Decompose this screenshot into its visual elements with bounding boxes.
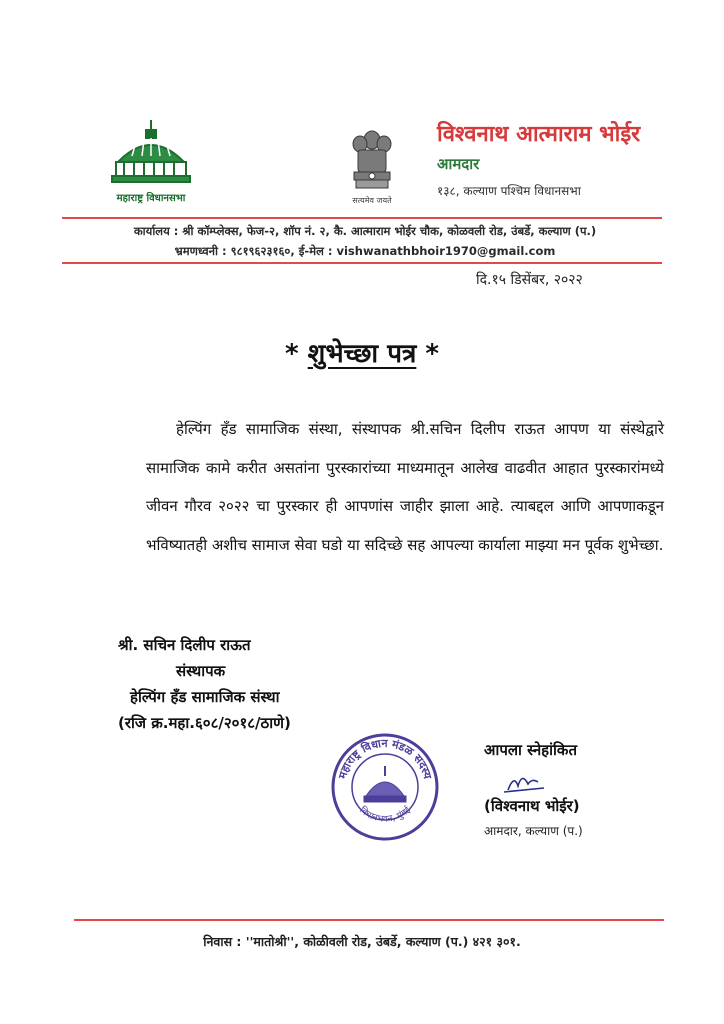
residence-address: निवास : ''मातोश्री'', कोळीवली रोड, उंबर्डे, कल्याण (प.) ४२१ ३०१. bbox=[203, 934, 521, 949]
recipient-registration: (रजि क्र.महा.६०८/२०१८/ठाणे) bbox=[118, 714, 291, 732]
subject-text: शुभेच्छा पत्र bbox=[307, 339, 417, 369]
closing-salutation: आपला स्नेहांकित bbox=[484, 741, 577, 759]
recipient-name: श्री. सचिन दिलीप राऊत bbox=[118, 636, 251, 654]
recipient-role: संस्थापक bbox=[176, 662, 226, 680]
subject-star-left: * bbox=[284, 339, 299, 369]
body-paragraph: हेल्पिंग हँड सामाजिक संस्था, संस्थापक श्री.सचिन दिलीप राऊत आपण या संस्थेद्वारे सामाजिक कामे करीत असतांना पुरस्कारांच्या माध्यमातून आलेख वाढवीत आहात पुरस्कारांमध्ये जीवन गौरव २०२२ चा पुरस्कार ही आपणांस जाहीर झाला आहे. त्याबद्दल आणि आपणाकडून भविष्यातही अशीच सामाज सेवा घडो या सदिच्छे सह आपल्या कार्याला माझ्या मन पूर्वक शुभेच्छा. bbox=[146, 420, 664, 554]
office-address: कार्यालय : श्री कॉम्प्लेक्स, फेज-२, शॉप नं. २, कै. आत्माराम भोईर चौक, कोळवली रोड, उंबर्डे, कल्याण (प.) bbox=[133, 224, 597, 238]
recipient-block bbox=[118, 632, 291, 736]
emblem-motto: सत्यमेव जयते bbox=[352, 196, 392, 205]
recipient-organization: हेल्पिंग हँड सामाजिक संस्था bbox=[130, 688, 280, 706]
vidhan-sabha-logo bbox=[96, 116, 206, 212]
footer-rule bbox=[74, 919, 664, 921]
constituency: १३८, कल्याण पश्चिम विधानसभा bbox=[437, 184, 581, 198]
stamp-ring-text: महाराष्ट्र विधान मंडळ सदस्य bbox=[335, 736, 435, 781]
handwritten-signature bbox=[484, 764, 684, 796]
mla-name: विश्वनाथ आत्माराम भोईर bbox=[437, 122, 641, 147]
header-rule-bottom bbox=[62, 262, 662, 264]
vidhan-sabha-caption: महाराष्ट्र विधानसभा bbox=[116, 193, 186, 204]
letter-body bbox=[146, 410, 664, 564]
stamp-seal-icon bbox=[328, 730, 442, 844]
signature-scribble-icon bbox=[484, 764, 564, 796]
header-rule-top bbox=[62, 217, 662, 219]
signatory-name: (विश्वनाथ भोईर) bbox=[484, 797, 580, 815]
official-stamp bbox=[328, 730, 442, 844]
letter-date: दि.१५ डिसेंबर, २०२२ bbox=[476, 272, 583, 288]
svg-text:विधानभवन, मुंबई bbox=[357, 803, 413, 824]
mla-title: आमदार bbox=[437, 155, 480, 173]
signature-block bbox=[484, 740, 684, 839]
letter-subject bbox=[0, 334, 724, 370]
vidhan-sabha-building-icon bbox=[108, 116, 194, 188]
stamp-bottom-text: विधानभवन, मुंबई bbox=[357, 805, 413, 825]
subject-star-right: * bbox=[425, 339, 439, 369]
national-emblem bbox=[336, 128, 408, 210]
contact-details: भ्रमणध्वनी : ९८१९६२३१६०, ई-मेल : vishwanathbhoir1970@gmail.com bbox=[174, 244, 556, 258]
letterhead-identity bbox=[437, 118, 697, 199]
signatory-designation: आमदार, कल्याण (प.) bbox=[484, 824, 583, 838]
lion-capital-icon bbox=[346, 128, 398, 194]
